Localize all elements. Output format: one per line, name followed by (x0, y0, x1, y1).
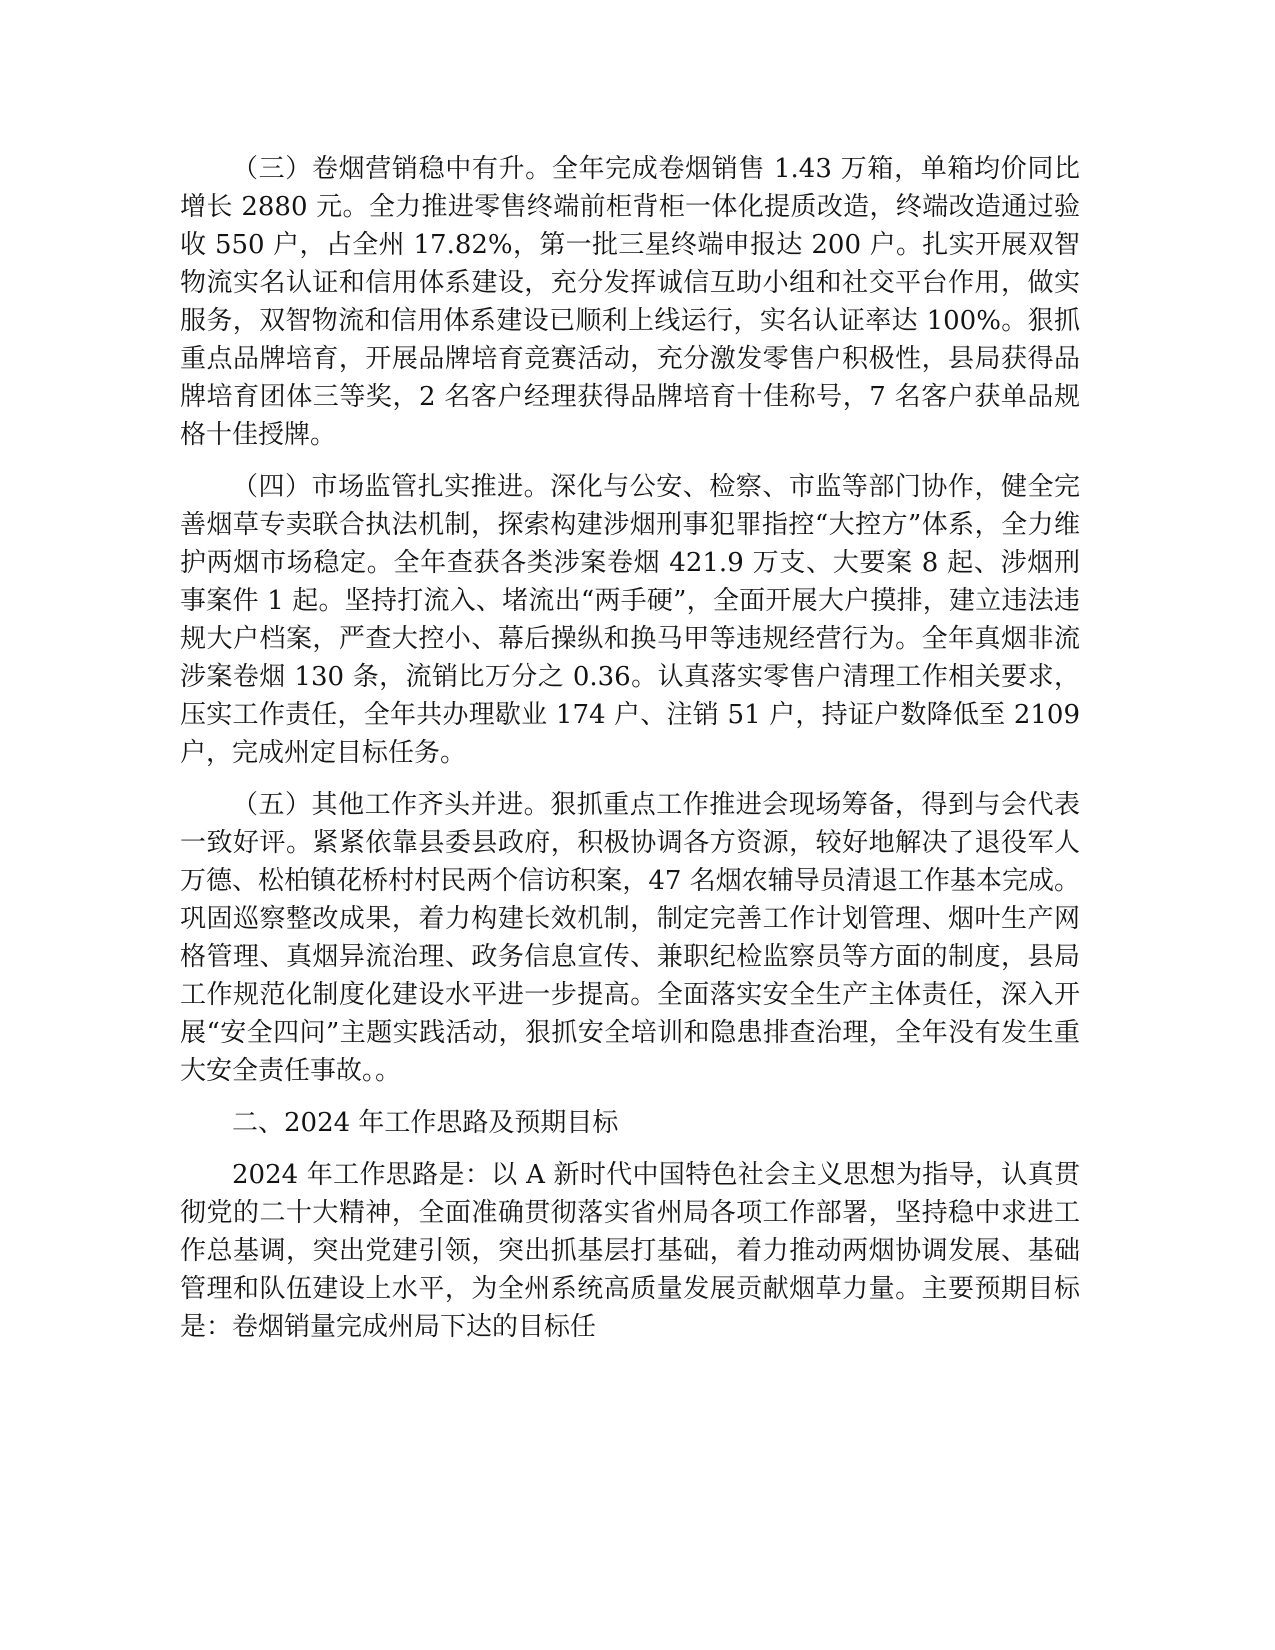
paragraph-work-plan-2024: 2024 年工作思路是：以 A 新时代中国特色社会主义思想为指导，认真贯彻党的二十大精神，全面准确贯彻落实省州局各项工作部署，坚持稳中求进工作总基调，突出党建引领，突出抓基层打基础，着力推动两烟协调发展、基础管理和队伍建设上水平，为全州系统高质量发展贡献烟草力量。主要预期目标是：卷烟销量完成州局下达的目标任 (180, 1160, 1080, 1342)
paragraph-market-supervision: （四）市场监管扎实推进。深化与公安、检察、市监等部门协作，健全完善烟草专卖联合执法机制，探索构建涉烟刑事犯罪指控“大控方”体系，全力维护两烟市场稳定。全年查获各类涉案卷烟 421.9 万支、大要案 8 起、涉烟刑事案件 1 起。坚持打流入、堵流出“两手硬”，全面开展大户摸排，建立违法违规大户档案，严查大控小、幕后操纵和换马甲等违规经营行为。全年真烟非流涉案卷烟 130 条，流销比万分之 0.36。认真落实零售户清理工作相关要求，压实工作责任，全年共办理歇业 174 户、注销 51 户，持证户数降低至 2109 户，完成州定目标任务。 (180, 472, 1080, 768)
document-page (180, 150, 1080, 1360)
section-heading: 二、2024 年工作思路及预期目标 (232, 1108, 619, 1138)
paragraph-other-work: （五）其他工作齐头并进。狠抓重点工作推进会现场筹备，得到与会代表一致好评。紧紧依靠县委县政府，积极协调各方资源，较好地解决了退役军人万德、松柏镇花桥村村民两个信访积案，47 名烟农辅导员清退工作基本完成。巩固巡察整改成果，着力构建长效机制，制定完善工作计划管理、烟叶生产网格管理、真烟异流治理、政务信息宣传、兼职纪检监察员等方面的制度，县局工作规范化制度化建设水平进一步提高。全面落实安全生产主体责任，深入开展“安全四问”主题实践活动，狠抓安全培训和隐患排查治理，全年没有发生重大安全责任事故。。 (180, 790, 1080, 1086)
paragraph-cigarette-marketing: （三）卷烟营销稳中有升。全年完成卷烟销售 1.43 万箱，单箱均价同比增长 2880 元。全力推进零售终端前柜背柜一体化提质改造，终端改造通过验收 550 户，占全州 17.82%，第一批三星终端申报达 200 户。扎实开展双智物流实名认证和信用体系建设，充分发挥诚信互助小组和社交平台作用，做实服务，双智物流和信用体系建设已顺利上线运行，实名认证率达 100%。狠抓重点品牌培育，开展品牌培育竞赛活动，充分激发零售户积极性，县局获得品牌培育团体三等奖，2 名客户经理获得品牌培育十佳称号，7 名客户获单品规格十佳授牌。 (180, 154, 1080, 450)
